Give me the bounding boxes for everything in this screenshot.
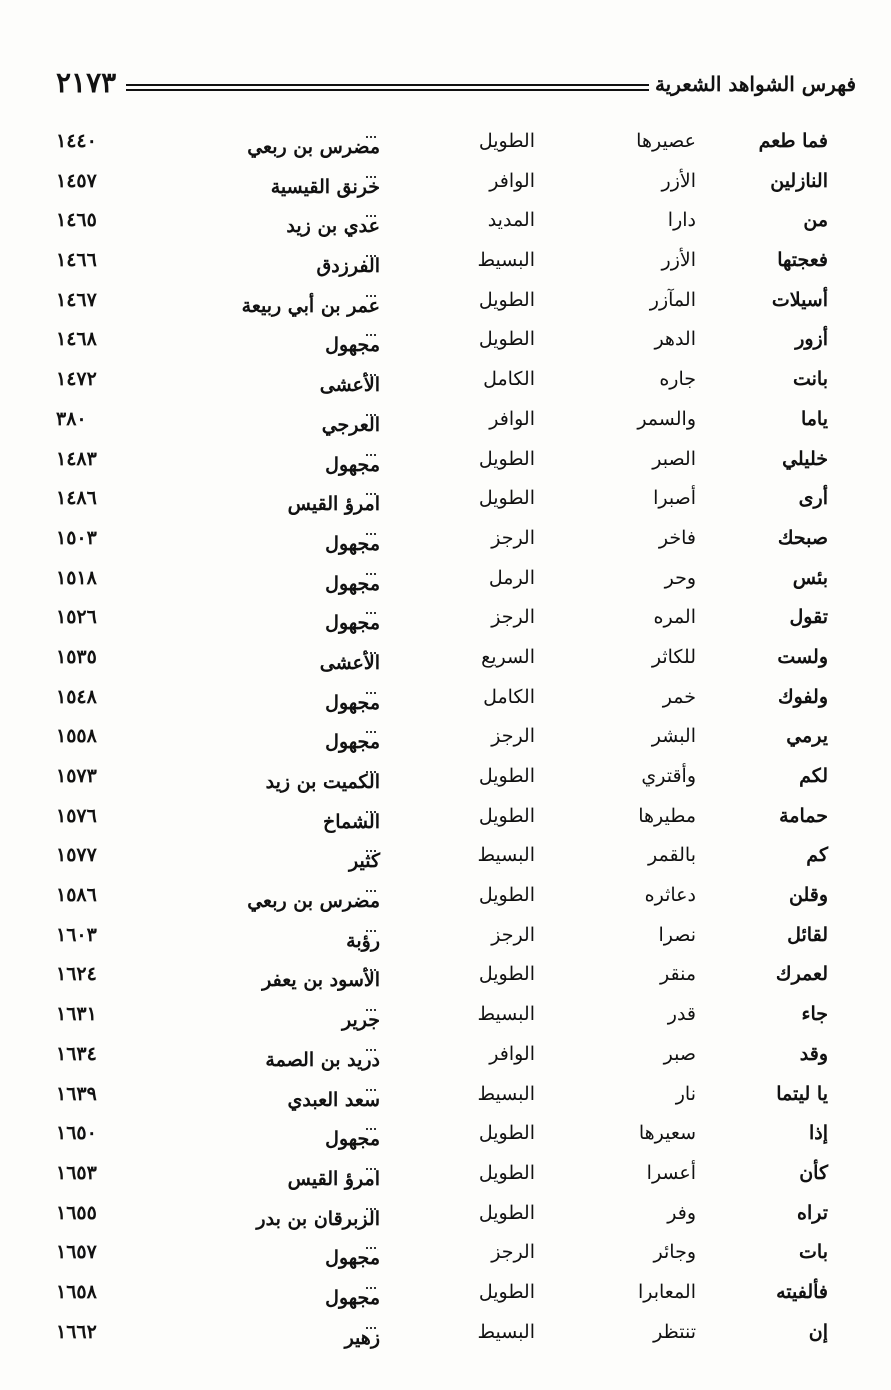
page-reference: ١٤٥٧	[56, 169, 97, 192]
poetic-meter: الرجز	[491, 1241, 535, 1264]
poet-name: الكميت بن زيد	[265, 771, 380, 793]
rhyme-word: للكاثر	[651, 645, 696, 668]
poetic-meter: الكامل	[483, 685, 535, 708]
poetic-meter: البسيط	[477, 249, 535, 272]
poet-name: مجهول	[325, 1286, 380, 1309]
rhyme-word: المره	[653, 606, 696, 629]
opening-word: بات	[799, 1241, 828, 1264]
leader-dots	[366, 850, 376, 852]
leader-dots	[366, 890, 376, 892]
leader-dots	[366, 533, 376, 535]
poet-name: مجهول	[325, 334, 380, 357]
rhyme-word: عصيرها	[636, 130, 696, 152]
opening-word: يرمي	[786, 725, 828, 748]
table-row	[0, 640, 891, 680]
poetic-meter: الطويل	[478, 1280, 535, 1303]
poetic-meter: البسيط	[477, 1082, 535, 1105]
table-row	[0, 1315, 891, 1355]
page-reference: ١٦٥٧	[56, 1241, 97, 1264]
leader-dots	[366, 215, 376, 217]
rhyme-word: وحر	[664, 566, 696, 589]
page-reference: ١٤٦٧	[56, 288, 97, 311]
rhyme-word: أصبرا	[653, 487, 696, 510]
page-reference: ١٦٥٥	[56, 1201, 97, 1224]
page-reference: ١٦٥٨	[56, 1280, 97, 1303]
table-row	[0, 600, 891, 640]
leader-dots	[366, 1009, 376, 1011]
opening-word: حمامة	[779, 804, 828, 827]
opening-word: أرى	[798, 487, 828, 510]
leader-dots	[366, 1208, 376, 1210]
rhyme-word: وفر	[667, 1201, 696, 1224]
poetic-meter: الطويل	[478, 1201, 535, 1224]
table-row	[0, 1235, 891, 1275]
table-row	[0, 838, 891, 878]
leader-dots	[366, 652, 376, 654]
table-row	[0, 283, 891, 323]
opening-word: فما طعم	[758, 130, 828, 152]
table-row	[0, 1196, 891, 1236]
poetic-meter: البسيط	[477, 1320, 535, 1343]
leader-dots	[366, 374, 376, 376]
table-row	[0, 481, 891, 521]
poetic-meter: الرجز	[491, 606, 535, 629]
leader-dots	[366, 969, 376, 971]
leader-dots	[366, 1327, 376, 1329]
page-reference: ١٦٥٠	[56, 1122, 97, 1145]
leader-dots	[366, 295, 376, 297]
opening-word: خليلي	[782, 447, 828, 470]
leader-dots	[366, 1168, 376, 1170]
leader-dots	[366, 811, 376, 813]
table-row	[0, 1037, 891, 1077]
table-row	[0, 997, 891, 1037]
opening-word: ولست	[777, 645, 828, 668]
poetic-meter: الرجز	[491, 526, 535, 549]
poet-name: مجهول	[325, 691, 380, 714]
page-reference: ١٥١٨	[56, 566, 97, 589]
opening-word: يا ليتما	[776, 1082, 828, 1105]
leader-dots	[366, 1089, 376, 1091]
table-row	[0, 1077, 891, 1117]
rhyme-word: فاخر	[658, 526, 696, 549]
poetic-meter: الطويل	[478, 288, 535, 311]
poet-name: مضرس بن ربعي	[247, 890, 380, 913]
poet-name: الأعشى	[319, 374, 380, 397]
table-row	[0, 243, 891, 283]
table-row	[0, 402, 891, 442]
poet-name: مجهول	[325, 532, 380, 555]
page-reference: ١٦٠٣	[56, 923, 97, 946]
index-table	[0, 124, 891, 1354]
opening-word: وقلن	[788, 884, 828, 907]
poet-name: جرير	[342, 1009, 380, 1032]
page-reference: ١٥٧٧	[56, 844, 97, 867]
poetic-meter: الطويل	[478, 487, 535, 510]
leader-dots	[366, 1049, 376, 1051]
opening-word: إن	[808, 1320, 828, 1343]
poet-name: خرنق القيسية	[270, 175, 380, 198]
table-row	[0, 203, 891, 243]
opening-word: كم	[806, 844, 828, 867]
page-reference: ١٥٨٦	[56, 884, 97, 907]
poet-name: مجهول	[325, 731, 380, 754]
table-row	[0, 1156, 891, 1196]
poetic-meter: الوافر	[489, 169, 535, 192]
poet-name: امرؤ القيس	[287, 493, 380, 516]
poet-name: مجهول	[325, 1128, 380, 1151]
poetic-meter: الطويل	[478, 130, 535, 152]
opening-word: النازلين	[770, 169, 828, 192]
rhyme-word: تنتظر	[653, 1320, 696, 1343]
opening-word: لقائل	[787, 923, 828, 946]
poetic-meter: الرمل	[488, 566, 535, 589]
rhyme-word: الأزر	[661, 169, 696, 192]
page-reference: ١٦٣١	[56, 1003, 97, 1026]
rhyme-word: خمر	[662, 685, 696, 708]
opening-word: من	[803, 209, 828, 232]
opening-word: فألفيته	[776, 1280, 828, 1303]
opening-word: صبحك	[777, 526, 828, 549]
poetic-meter: الطويل	[478, 447, 535, 470]
poet-name: زهير	[344, 1326, 380, 1349]
poetic-meter: الطويل	[478, 884, 535, 907]
table-row	[0, 362, 891, 402]
page-reference: ١٥٢٦	[56, 606, 97, 629]
table-row	[0, 1275, 891, 1315]
page-reference: ١٦٣٩	[56, 1082, 97, 1105]
poet-name: مجهول	[325, 612, 380, 635]
leader-dots	[366, 612, 376, 614]
page-reference: ١٤٨٦	[56, 487, 97, 510]
page-reference: ١٥٥٨	[56, 725, 97, 748]
poetic-meter: الطويل	[478, 765, 535, 787]
poet-name: الفرزدق	[316, 255, 380, 278]
table-row	[0, 164, 891, 204]
poet-name: عدي بن زيد	[286, 215, 380, 238]
page-reference: ١٦٦٢	[56, 1320, 97, 1343]
page-reference: ١٤٤٠	[56, 130, 97, 152]
poet-name: مجهول	[325, 1247, 380, 1270]
page-reference: ١٥٠٣	[56, 526, 97, 549]
rhyme-word: مطيرها	[638, 804, 696, 827]
poet-name: مجهول	[325, 453, 380, 476]
opening-word: ولفوك	[777, 685, 828, 708]
poetic-meter: الطويل	[478, 963, 535, 986]
poetic-meter: المديد	[487, 209, 535, 232]
table-row	[0, 322, 891, 362]
poetic-meter: السريع	[481, 645, 535, 668]
poetic-meter: الطويل	[478, 328, 535, 351]
poet-name: سعد العبدي	[287, 1088, 380, 1111]
rhyme-word: الدهر	[654, 328, 696, 351]
page-reference: ١٤٦٥	[56, 209, 97, 232]
page-number: ٢١٧٣	[56, 66, 122, 99]
poetic-meter: البسيط	[477, 844, 535, 867]
opening-word: لعمرك	[775, 963, 828, 986]
rhyme-word: دارا	[667, 209, 696, 232]
poet-name: مجهول	[325, 572, 380, 595]
rhyme-word: بالقمر	[648, 844, 696, 867]
leader-dots	[366, 136, 376, 138]
rhyme-word: صبر	[663, 1042, 696, 1065]
page-reference: ١٦٢٤	[56, 963, 97, 986]
table-row	[0, 442, 891, 482]
page-reference: ١٤٦٨	[56, 328, 97, 351]
opening-word: وقد	[799, 1042, 828, 1065]
rhyme-word: دعاثره	[644, 884, 696, 907]
opening-word: لكم	[799, 765, 828, 787]
page-reference: ١٥٧٦	[56, 804, 97, 827]
page-header	[56, 66, 856, 106]
page-reference: ١٦٥٣	[56, 1161, 97, 1184]
leader-dots	[366, 731, 376, 733]
page-reference: ١٤٦٦	[56, 249, 97, 272]
rhyme-word: قدر	[667, 1003, 696, 1026]
rhyme-word: وجائر	[653, 1241, 696, 1264]
poet-name: رؤبة	[346, 929, 380, 952]
rhyme-word: المعابرا	[637, 1280, 696, 1303]
page-reference: ١٤٨٣	[56, 447, 97, 470]
poetic-meter: الوافر	[489, 1042, 535, 1065]
poetic-meter: البسيط	[477, 1003, 535, 1026]
opening-word: جاء	[801, 1003, 828, 1026]
poet-name: العرجي	[321, 413, 380, 436]
leader-dots	[366, 573, 376, 575]
opening-word: بئس	[792, 566, 828, 589]
table-row	[0, 759, 891, 799]
leader-dots	[366, 692, 376, 694]
page-reference: ١٥٧٣	[56, 765, 97, 787]
poetic-meter: الرجز	[491, 923, 535, 946]
page-reference: ٣٨٠	[56, 407, 87, 430]
rhyme-word: جاره	[659, 368, 696, 391]
table-row	[0, 918, 891, 958]
rhyme-word: نار	[675, 1082, 696, 1105]
poet-name: دريد بن الصمة	[265, 1048, 380, 1071]
table-row	[0, 719, 891, 759]
rhyme-word: أعسرا	[646, 1161, 696, 1184]
header-double-rule	[126, 84, 676, 91]
leader-dots	[366, 771, 376, 773]
opening-word: تقول	[789, 606, 828, 629]
leader-dots	[366, 1247, 376, 1249]
page-reference: ١٦٣٤	[56, 1042, 97, 1065]
opening-word: فعجتها	[777, 249, 828, 272]
poet-name: مضرس بن ربعي	[247, 136, 380, 158]
poet-name: عمر بن أبي ربيعة	[241, 294, 380, 317]
poetic-meter: الرجز	[491, 725, 535, 748]
poetic-meter: الوافر	[489, 407, 535, 430]
opening-word: ياما	[800, 407, 828, 430]
leader-dots	[366, 255, 376, 257]
rhyme-word: سعيرها	[638, 1122, 696, 1145]
opening-word: كأن	[799, 1161, 828, 1184]
opening-word: إذا	[808, 1122, 828, 1145]
page-reference: ١٥٣٥	[56, 645, 97, 668]
rhyme-word: الأزر	[661, 249, 696, 272]
table-row	[0, 521, 891, 561]
poetic-meter: الطويل	[478, 804, 535, 827]
poet-name: كثير	[349, 850, 380, 873]
poetic-meter: الكامل	[483, 368, 535, 391]
leader-dots	[366, 930, 376, 932]
rhyme-word: وأقتري	[641, 765, 696, 787]
page-reference: ١٤٧٢	[56, 368, 97, 391]
poet-name: الأعشى	[319, 651, 380, 674]
table-row	[0, 680, 891, 720]
rhyme-word: البشر	[651, 725, 696, 748]
poet-name: الشماخ	[322, 810, 380, 833]
rhyme-word: والسمر	[637, 407, 696, 430]
table-row	[0, 561, 891, 601]
rhyme-word: نصرا	[658, 923, 696, 946]
poetic-meter: الطويل	[478, 1161, 535, 1184]
table-row	[0, 1116, 891, 1156]
leader-dots	[366, 493, 376, 495]
leader-dots	[366, 176, 376, 178]
leader-dots	[366, 1128, 376, 1130]
rhyme-word: الصبر	[652, 447, 696, 470]
page-title: فهرس الشواهد الشعرية	[649, 72, 856, 96]
leader-dots	[366, 1287, 376, 1289]
rhyme-word: المآزر	[649, 288, 696, 311]
table-row	[0, 957, 891, 997]
poet-name: الزبرقان بن بدر	[256, 1207, 380, 1230]
opening-word: أسيلات	[771, 288, 828, 311]
opening-word: بانت	[792, 368, 828, 391]
table-row	[0, 878, 891, 918]
poet-name: امرؤ القيس	[287, 1167, 380, 1190]
rhyme-word: منقر	[659, 963, 696, 986]
poet-name: الأسود بن يعفر	[262, 969, 380, 992]
page-reference: ١٥٤٨	[56, 685, 97, 708]
leader-dots	[366, 334, 376, 336]
leader-dots	[366, 414, 376, 416]
opening-word: تراه	[796, 1201, 828, 1224]
leader-dots	[366, 454, 376, 456]
poetic-meter: الطويل	[478, 1122, 535, 1145]
table-row	[0, 124, 891, 164]
opening-word: أزور	[795, 328, 828, 351]
table-row	[0, 799, 891, 839]
